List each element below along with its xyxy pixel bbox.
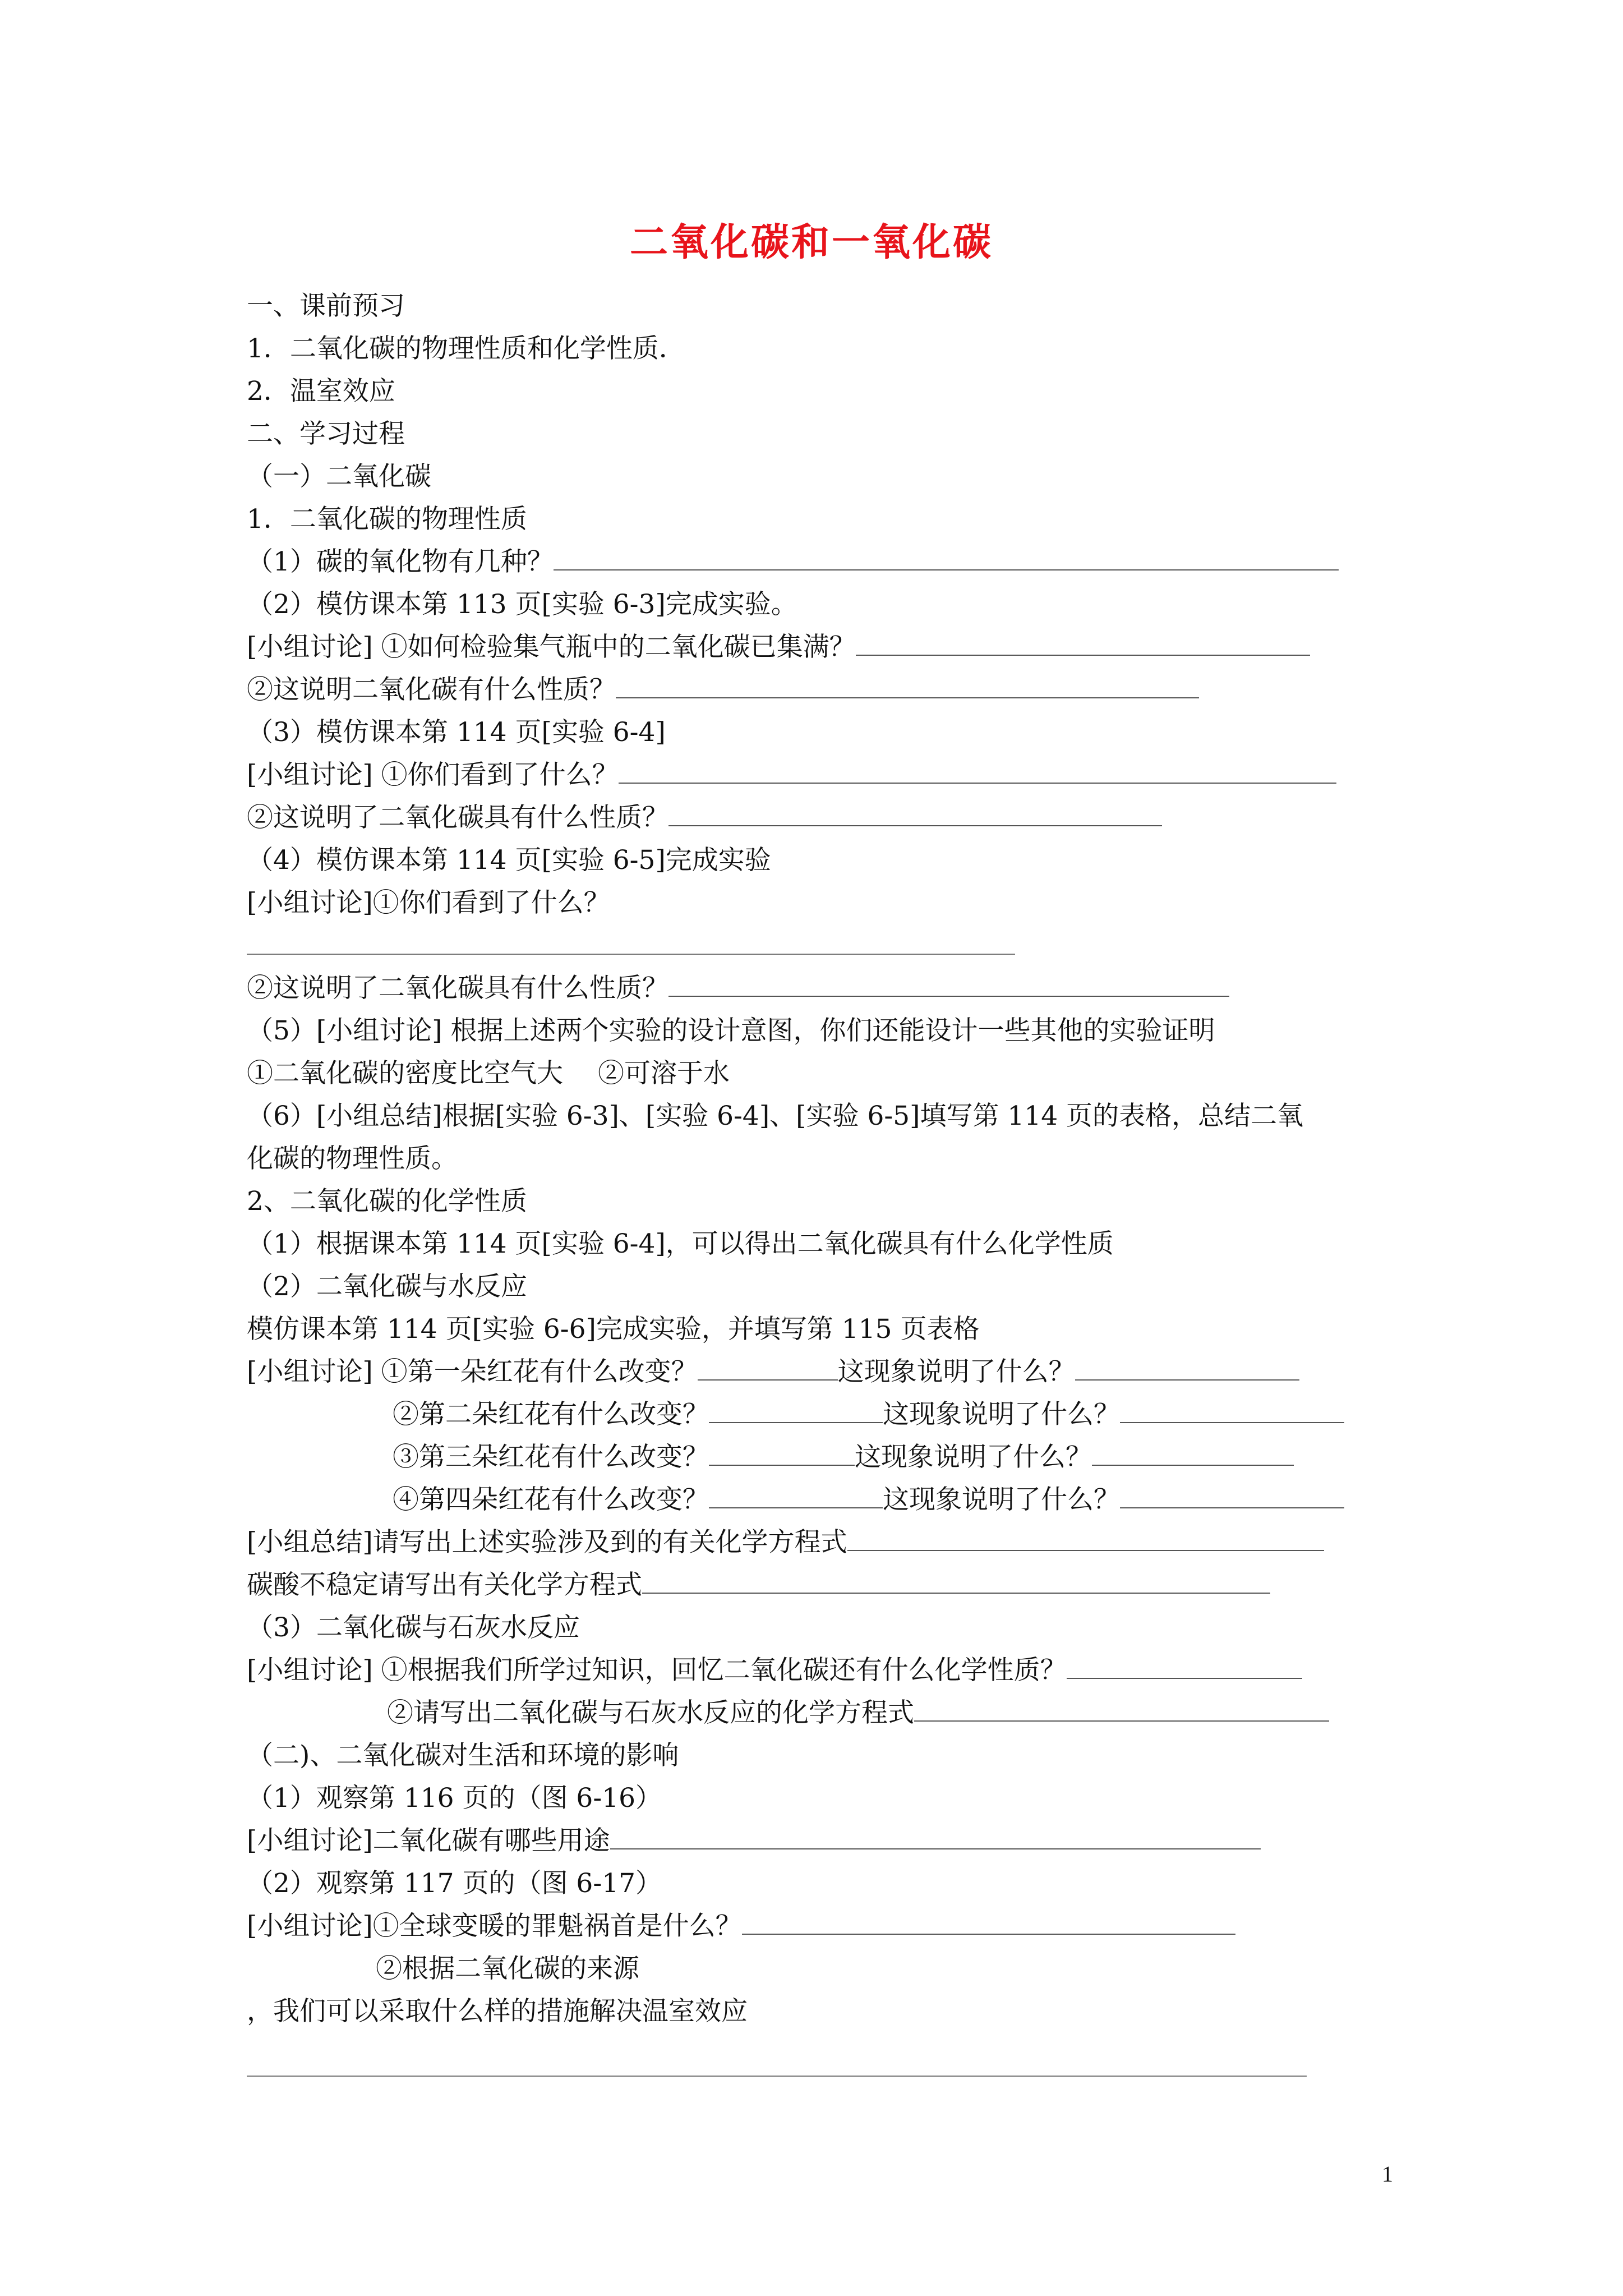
- preview-item-1: 1．二氧化碳的物理性质和化学性质．: [247, 333, 685, 364]
- answer-blank[interactable]: [554, 547, 1339, 570]
- question-text: [小组讨论] ①根据我们所学过知识，回忆二氧化碳还有什么化学性质？: [247, 1655, 1067, 1686]
- question-text: ②第二朵红花有什么改变？: [393, 1399, 709, 1430]
- answer-blank[interactable]: [709, 1442, 855, 1466]
- question-line: [393, 1398, 1344, 1432]
- question-text: [小组讨论] ①如何检验集气瓶中的二氧化碳已集满？: [247, 632, 856, 662]
- answer-blank[interactable]: [610, 1826, 1261, 1849]
- question-text: ④第四朵红花有什么改变？: [393, 1484, 709, 1515]
- question-line: [247, 801, 1162, 835]
- question-text: ②请写出二氧化碳与石灰水反应的化学方程式: [387, 1697, 914, 1728]
- question-line: [247, 1654, 1302, 1687]
- question-line: [393, 1441, 1294, 1474]
- answer-blank[interactable]: [1120, 1485, 1344, 1508]
- question-line: [387, 1696, 1329, 1730]
- topic-chemical-properties: 2、二氧化碳的化学性质: [247, 1186, 527, 1217]
- question-line: ，我们可以采取什么样的措施解决温室效应: [247, 1996, 748, 2027]
- question-line: ②根据二氧化碳的来源: [376, 1953, 639, 1984]
- question-line: [247, 1355, 1299, 1389]
- question-text: 碳酸不稳定请写出有关化学方程式: [247, 1570, 642, 1600]
- question-line: [247, 972, 1229, 1005]
- follow-up-text: 这现象说明了什么？: [837, 1356, 1075, 1387]
- preview-item-2: 2．温室效应: [247, 376, 395, 407]
- subsection-impact: （二)、二氧化碳对生活和环境的影响: [247, 1740, 679, 1771]
- question-text: （1）碳的氧化物有几种？: [247, 546, 554, 577]
- question-text: ②这说明二氧化碳有什么性质？: [247, 674, 616, 705]
- question-text: ②这说明了二氧化碳具有什么性质？: [247, 973, 668, 1004]
- question-line: [247, 1526, 1324, 1559]
- follow-up-text: 这现象说明了什么？: [883, 1484, 1120, 1515]
- instruction-line: （4）模仿课本第 114 页[实验 6-5]完成实验: [247, 845, 771, 876]
- question-line: [247, 1824, 1261, 1858]
- answer-blank[interactable]: [914, 1698, 1329, 1722]
- question-text: [小组讨论] ①你们看到了什么？: [247, 760, 619, 790]
- answer-blank[interactable]: [856, 632, 1310, 656]
- question-text: [小组总结]请写出上述实验涉及到的有关化学方程式: [247, 1527, 847, 1558]
- question-line: [247, 673, 1199, 707]
- answer-blank[interactable]: [668, 973, 1229, 997]
- answer-blank[interactable]: [1120, 1400, 1344, 1423]
- answer-blank[interactable]: [742, 1911, 1235, 1935]
- question-line: [247, 758, 1336, 792]
- answer-blank[interactable]: [616, 675, 1199, 698]
- question-line: [247, 1568, 1270, 1602]
- follow-up-text: 这现象说明了什么？: [883, 1399, 1120, 1430]
- answer-blank[interactable]: [247, 954, 1015, 955]
- discussion-line: ①二氧化碳的密度比空气大 ②可溶于水: [247, 1058, 730, 1089]
- instruction-line: （2）观察第 117 页的（图 6-17）: [247, 1868, 662, 1899]
- summary-line: （6）[小组总结]根据[实验 6-3]、[实验 6-4]、[实验 6-5]填写第 114 页的表格，总结二氧: [247, 1101, 1304, 1131]
- subsection-co2: （一）二氧化碳: [247, 461, 431, 492]
- instruction-line: （1）根据课本第 114 页[实验 6-4]，可以得出二氧化碳具有什么化学性质: [247, 1228, 1114, 1259]
- instruction-line: （2）二氧化碳与水反应: [247, 1271, 527, 1302]
- answer-blank[interactable]: [1067, 1655, 1302, 1679]
- instruction-line: （1）观察第 116 页的（图 6-16）: [247, 1783, 662, 1814]
- instruction-line: （2）模仿课本第 113 页[实验 6-3]完成实验。: [247, 589, 797, 620]
- summary-line: 化碳的物理性质。: [247, 1143, 458, 1174]
- section-heading-preview: 一、课前预习: [247, 291, 405, 321]
- instruction-line: （3）模仿课本第 114 页[实验 6-4]: [247, 717, 666, 748]
- answer-blank[interactable]: [642, 1570, 1270, 1594]
- question-text: ③第三朵红花有什么改变？: [393, 1442, 709, 1473]
- question-text: [小组讨论]二氧化碳有哪些用途: [247, 1825, 610, 1856]
- section-heading-process: 二、学习过程: [247, 418, 405, 449]
- instruction-line: 模仿课本第 114 页[实验 6-6]完成实验，并填写第 115 页表格: [247, 1314, 980, 1345]
- question-line: [小组讨论]①你们看到了什么？: [247, 887, 610, 918]
- answer-blank[interactable]: [847, 1527, 1324, 1551]
- question-line: [247, 631, 1310, 664]
- page-number: 1: [1382, 2161, 1393, 2187]
- answer-blank[interactable]: [698, 1357, 838, 1381]
- answer-blank[interactable]: [619, 760, 1336, 784]
- answer-blank[interactable]: [668, 803, 1162, 826]
- answer-blank[interactable]: [247, 2076, 1307, 2077]
- answer-blank[interactable]: [1075, 1357, 1299, 1381]
- answer-blank[interactable]: [709, 1400, 883, 1423]
- question-text: ②这说明了二氧化碳具有什么性质？: [247, 802, 668, 833]
- answer-blank[interactable]: [709, 1485, 883, 1508]
- instruction-line: （3）二氧化碳与石灰水反应: [247, 1612, 580, 1643]
- discussion-line: （5）[小组讨论] 根据上述两个实验的设计意图，你们还能设计一些其他的实验证明: [247, 1015, 1215, 1046]
- follow-up-text: 这现象说明了什么？: [855, 1442, 1092, 1473]
- page-title: 二氧化碳和一氧化碳: [629, 220, 993, 265]
- question-text: [小组讨论] ①第一朵红花有什么改变？: [247, 1356, 698, 1387]
- question-line: [247, 1910, 1235, 1943]
- question-line: [393, 1483, 1344, 1517]
- question-line: [247, 545, 1339, 579]
- topic-physical-properties: 1．二氧化碳的物理性质: [247, 504, 527, 535]
- question-text: [小组讨论]①全球变暖的罪魁祸首是什么？: [247, 1911, 742, 1941]
- answer-blank[interactable]: [1092, 1442, 1294, 1466]
